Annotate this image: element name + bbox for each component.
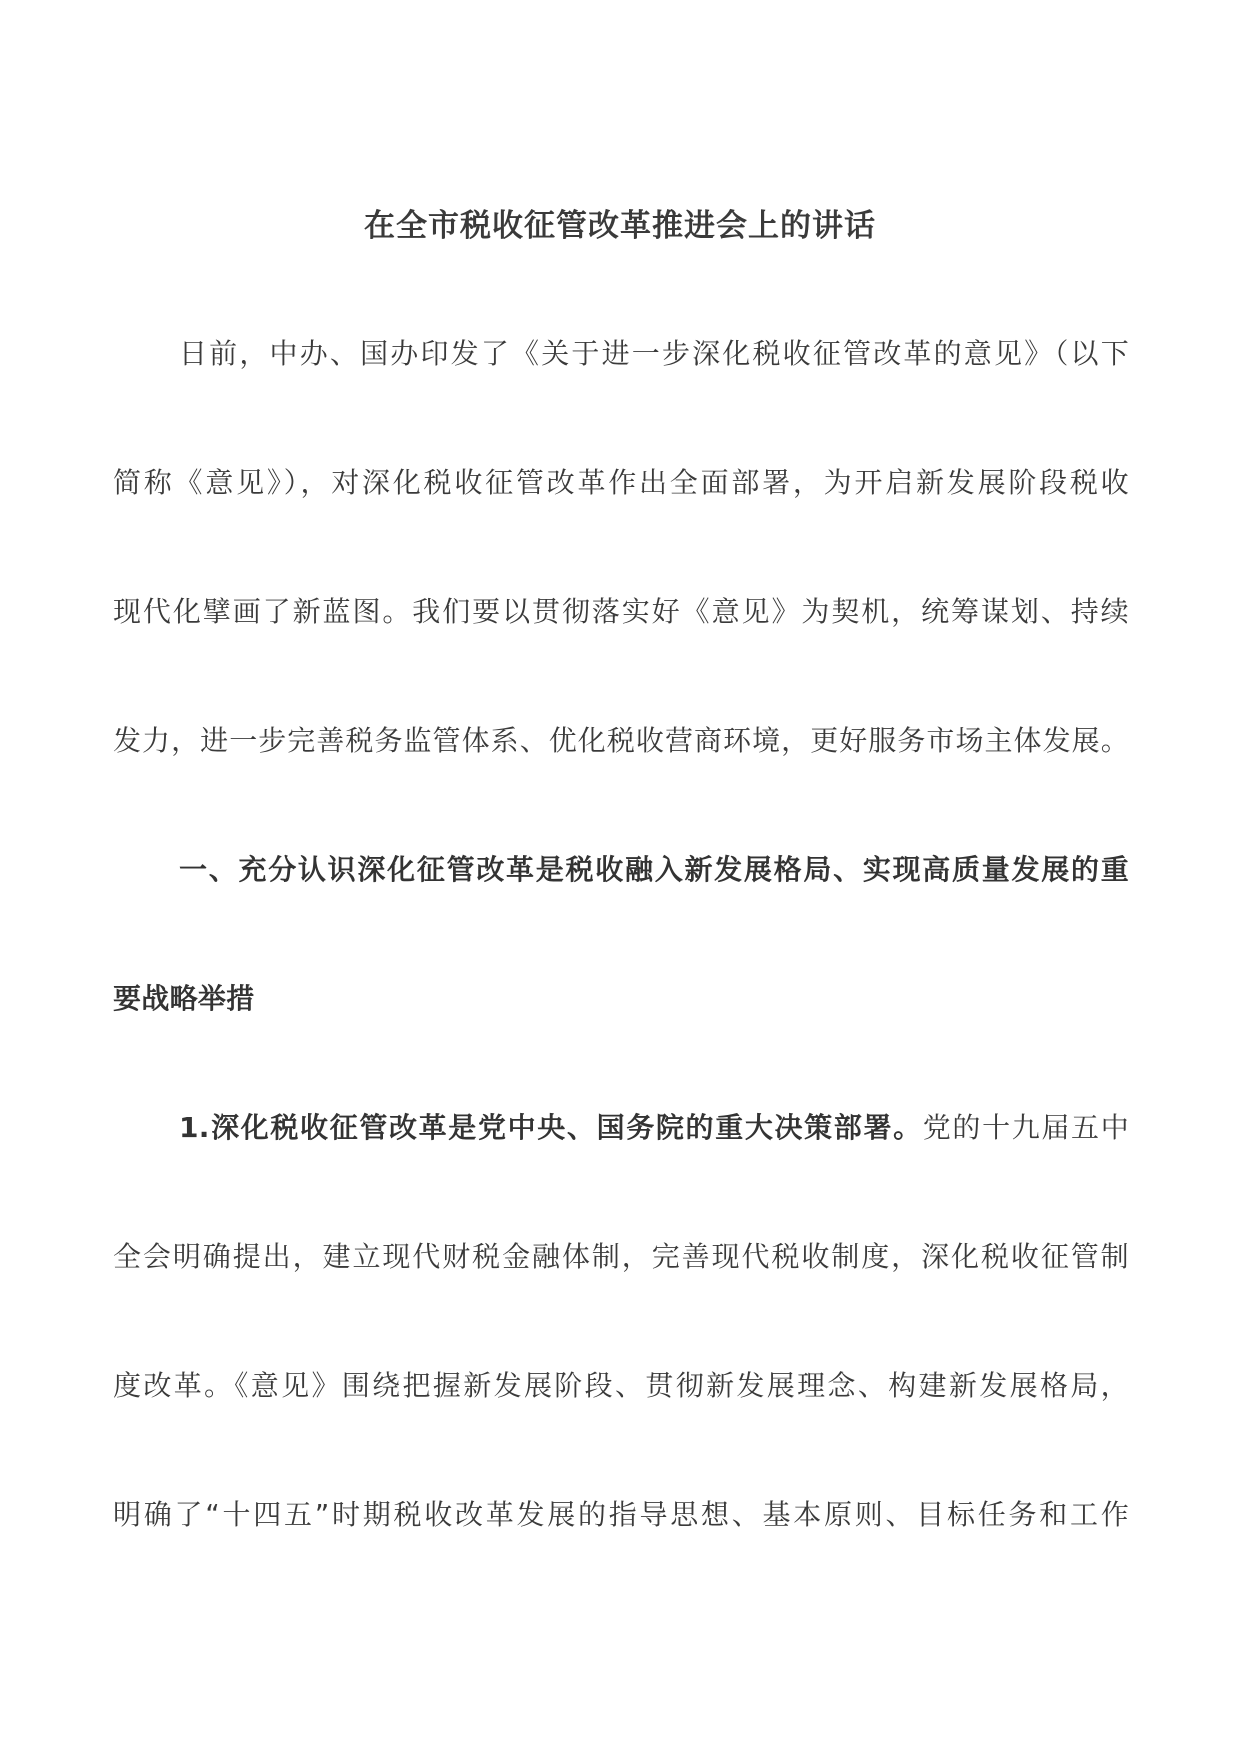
point-1-line-3: 度改革。《意见》围绕把握新发展阶段、贯彻新发展理念、构建新发展格局， <box>113 1369 1129 1402</box>
point-1-bold-lead: 1.深化税收征管改革是党中央、国务院的重大决策部署。 <box>179 1111 923 1144</box>
point-1-line-2: 全会明确提出，建立现代财税金融体制，完善现代税收制度，深化税收征管制 <box>113 1240 1129 1273</box>
section-heading-line-1: 一、充分认识深化征管改革是税收融入新发展格局、实现高质量发展的重 <box>179 853 1129 886</box>
point-1-line-4: 明确了“十四五”时期税收改革发展的指导思想、基本原则、目标任务和工作 <box>113 1498 1129 1531</box>
intro-line-1: 日前，中办、国办印发了《关于进一步深化税收征管改革的意见》（以下 <box>179 337 1129 370</box>
intro-line-2: 简称《意见》），对深化税收征管改革作出全面部署，为开启新发展阶段税收 <box>113 466 1129 499</box>
section-heading-line-2: 要战略举措 <box>113 982 255 1015</box>
intro-line-4: 发力，进一步完善税务监管体系、优化税收营商环境，更好服务市场主体发展。 <box>113 724 1129 757</box>
point-1-first-line-rest: 党的十九届五中 <box>922 1111 1130 1144</box>
document-title: 在全市税收征管改革推进会上的讲话 <box>364 208 876 244</box>
point-1-line-1 <box>113 1108 1129 1148</box>
intro-line-3: 现代化擘画了新蓝图。我们要以贯彻落实好《意见》为契机，统筹谋划、持续 <box>113 595 1129 628</box>
